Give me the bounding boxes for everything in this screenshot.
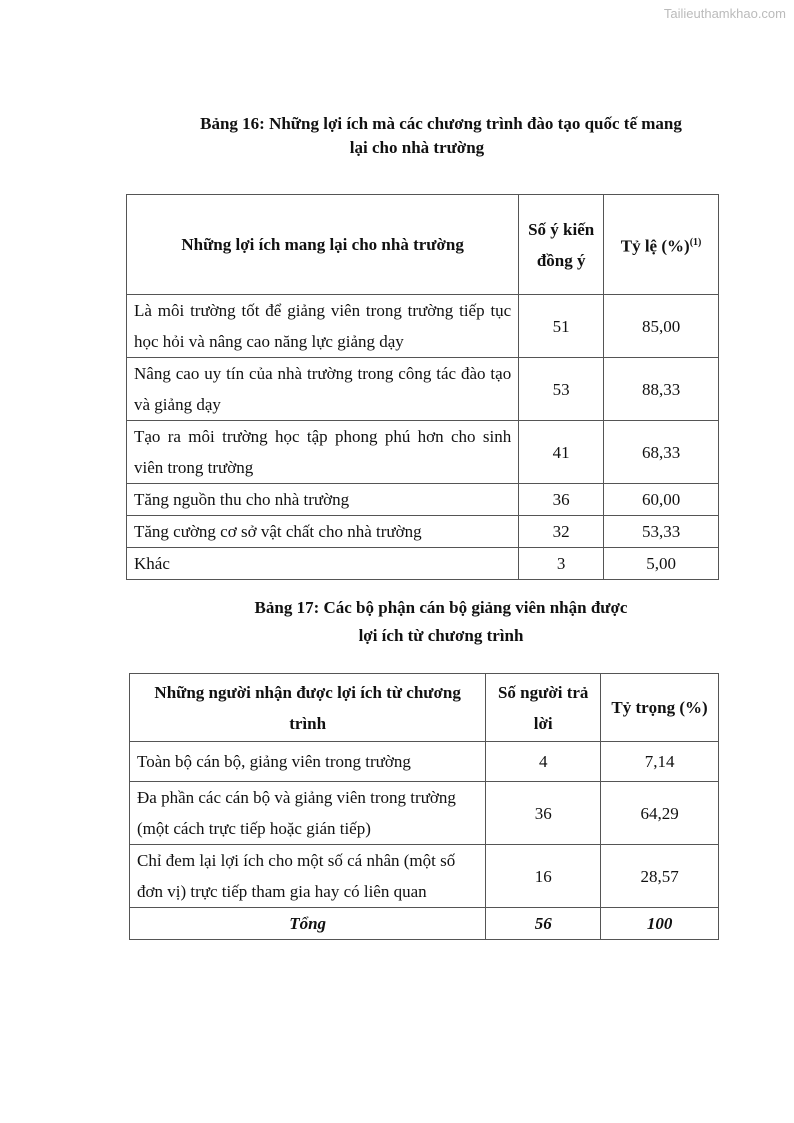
table-row: [127, 358, 719, 421]
header-count: Số ý kiến đồng ý: [519, 195, 604, 295]
watermark: Tailieuthamkhao.com: [663, 6, 786, 21]
benefit-cell: Tăng cường cơ sở vật chất cho nhà trường: [127, 516, 519, 548]
header-count: Số người trả lời: [486, 674, 601, 742]
count-cell: 4: [486, 742, 601, 782]
table-row: [127, 421, 719, 484]
benefit-cell: Khác: [127, 548, 519, 580]
total-label: Tổng: [130, 908, 486, 940]
table16-title-line2: lại cho nhà trường: [349, 138, 485, 157]
table-row: [130, 782, 719, 845]
recipient-cell: Chỉ đem lại lợi ích cho một số cá nhân (một số đơn vị) trực tiếp tham gia hay có liên quan: [130, 845, 486, 908]
share-cell: 64,29: [601, 782, 719, 845]
recipient-cell: Toàn bộ cán bộ, giảng viên trong trường: [130, 742, 486, 782]
benefit-cell: Nâng cao uy tín của nhà trường trong công tác đào tạo và giảng dạy: [127, 358, 519, 421]
share-cell: 7,14: [601, 742, 719, 782]
total-count: 56: [486, 908, 601, 940]
table-row: [127, 516, 719, 548]
count-cell: 3: [519, 548, 604, 580]
percent-cell: 53,33: [604, 516, 719, 548]
count-cell: 32: [519, 516, 604, 548]
table16-title-line1: Bảng 16: Những lợi ích mà các chương trình đào tạo quốc tế mang: [200, 114, 682, 133]
count-cell: 41: [519, 421, 604, 484]
share-cell: 28,57: [601, 845, 719, 908]
table-row: [127, 295, 719, 358]
table-header-row: [130, 674, 719, 742]
table16: [126, 194, 719, 580]
benefit-cell: Là môi trường tốt để giảng viên trong trường tiếp tục học hỏi và nâng cao năng lực giảng dạy: [127, 295, 519, 358]
count-cell: 36: [519, 484, 604, 516]
count-cell: 16: [486, 845, 601, 908]
percent-cell: 5,00: [604, 548, 719, 580]
header-benefit: Những lợi ích mang lại cho nhà trường: [127, 195, 519, 295]
table17-title-line2: lợi ích từ chương trình: [358, 626, 524, 645]
table-row: [130, 845, 719, 908]
percent-cell: 88,33: [604, 358, 719, 421]
total-row: [130, 908, 719, 940]
percent-cell: 60,00: [604, 484, 719, 516]
table-row: [127, 548, 719, 580]
benefit-cell: Tăng nguồn thu cho nhà trường: [127, 484, 519, 516]
percent-cell: 68,33: [604, 421, 719, 484]
percent-cell: 85,00: [604, 295, 719, 358]
header-share: Tỷ trọng (%): [601, 674, 719, 742]
benefit-cell: Tạo ra môi trường học tập phong phú hơn cho sinh viên trong trường: [127, 421, 519, 484]
table-row: [130, 742, 719, 782]
recipient-cell: Đa phần các cán bộ và giảng viên trong trường (một cách trực tiếp hoặc gián tiếp): [130, 782, 486, 845]
count-cell: 53: [519, 358, 604, 421]
table17: [129, 673, 719, 940]
total-share: 100: [601, 908, 719, 940]
count-cell: 51: [519, 295, 604, 358]
table17-title-line1: Bảng 17: Các bộ phận cán bộ giảng viên nhận được: [254, 598, 628, 617]
header-recipient: Những người nhận được lợi ích từ chương trình: [130, 674, 486, 742]
count-cell: 36: [486, 782, 601, 845]
header-percent: Tỷ lệ (%)$^{(1)}$: [604, 195, 719, 295]
table-header-row: [127, 195, 719, 295]
table-row: [127, 484, 719, 516]
